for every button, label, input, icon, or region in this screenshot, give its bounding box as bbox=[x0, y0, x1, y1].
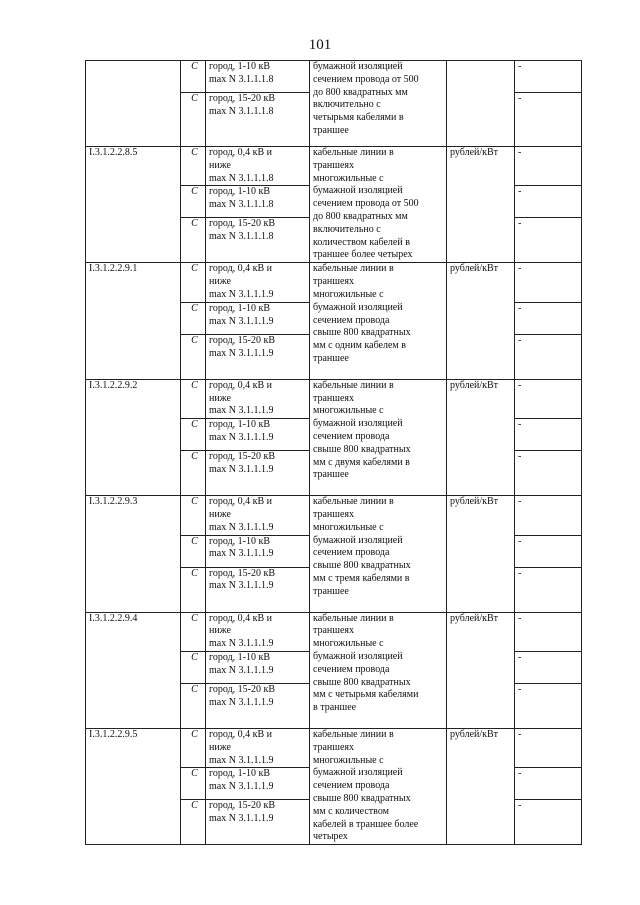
description-line: свыше 800 квадратных bbox=[313, 676, 411, 688]
category-letter-text: C bbox=[191, 419, 198, 431]
category-letter-text: C bbox=[191, 567, 198, 579]
value-text: - bbox=[518, 535, 522, 547]
code-text: I.3.1.2.2.8.5 bbox=[89, 147, 138, 158]
value-cell bbox=[515, 496, 582, 535]
value-text: - bbox=[518, 263, 522, 275]
description-line: бумажной изоляцией bbox=[313, 61, 403, 72]
table-row bbox=[86, 496, 582, 535]
description-line: сечением провода bbox=[313, 430, 390, 442]
condition-line: город, 15-20 кВ bbox=[209, 93, 276, 104]
condition-line: max N 3.1.1.1.9 bbox=[209, 315, 274, 327]
code-text: I.3.1.2.2.9.1 bbox=[89, 263, 138, 275]
value-text: - bbox=[518, 728, 522, 740]
unit-text: рублей/кВт bbox=[450, 263, 499, 275]
description-line: траншеях bbox=[313, 625, 355, 637]
code-text: I.3.1.2.2.9.3 bbox=[89, 496, 138, 508]
category-letter-text: C bbox=[191, 496, 198, 508]
condition-line: город, 0,4 кВ и bbox=[209, 379, 273, 391]
table-row bbox=[86, 379, 582, 418]
category-letter-text: C bbox=[191, 728, 198, 740]
description-line: кабельные линии в bbox=[313, 728, 394, 740]
value-cell bbox=[515, 800, 582, 845]
condition-line: город, 0,4 кВ и bbox=[209, 147, 273, 158]
condition-line: город, 1-10 кВ bbox=[209, 419, 271, 431]
unit-cell bbox=[447, 147, 515, 263]
value-text: - bbox=[518, 683, 522, 695]
value-text: - bbox=[518, 800, 522, 812]
category-letter-text: C bbox=[191, 147, 198, 158]
category-letter bbox=[181, 612, 206, 651]
category-letter-text: C bbox=[191, 451, 198, 463]
category-letter bbox=[181, 728, 206, 767]
value-text: - bbox=[518, 379, 522, 391]
value-text: - bbox=[518, 419, 522, 431]
category-letter-text: C bbox=[191, 768, 198, 780]
condition-line: ниже bbox=[209, 741, 231, 753]
value-text: - bbox=[518, 567, 522, 579]
code-text: I.3.1.2.2.9.5 bbox=[89, 728, 138, 740]
value-cell bbox=[515, 218, 582, 263]
value-text: - bbox=[518, 334, 522, 346]
condition-line: город, 1-10 кВ bbox=[209, 535, 271, 547]
value-cell bbox=[515, 768, 582, 800]
description-line: свыше 800 квадратных bbox=[313, 560, 411, 572]
description-line: свыше 800 квадратных bbox=[313, 327, 411, 339]
value-text: - bbox=[518, 496, 522, 508]
condition-line: max N 3.1.1.1.9 bbox=[209, 813, 274, 825]
description-line: кабельные линии в bbox=[313, 379, 394, 391]
description-line: сечением провода от 500 bbox=[313, 198, 419, 210]
category-letter-text: C bbox=[191, 800, 198, 812]
value-cell bbox=[515, 61, 582, 93]
description-line: до 800 квадратных мм bbox=[313, 86, 408, 98]
category-letter-text: C bbox=[191, 93, 198, 104]
description-line: бумажной изоляцией bbox=[313, 767, 403, 779]
category-letter bbox=[181, 93, 206, 147]
description-line: мм с тремя кабелями в bbox=[313, 572, 410, 584]
description-line: свыше 800 квадратных bbox=[313, 792, 411, 804]
description-line: бумажной изоляцией bbox=[313, 534, 403, 546]
unit-cell bbox=[447, 61, 515, 147]
condition-line: max N 3.1.1.1.9 bbox=[209, 463, 274, 475]
description-line: траншее bbox=[313, 124, 349, 136]
description-cell bbox=[310, 728, 447, 844]
description-line: кабельные линии в bbox=[313, 496, 394, 508]
unit-text: рублей/кВт bbox=[450, 496, 499, 508]
condition-line: max N 3.1.1.1.9 bbox=[209, 548, 274, 560]
condition-cell bbox=[206, 263, 310, 302]
unit-cell bbox=[447, 612, 515, 728]
condition-line: город, 1-10 кВ bbox=[209, 768, 271, 780]
condition-line: город, 15-20 кВ bbox=[209, 800, 276, 812]
value-cell bbox=[515, 683, 582, 728]
condition-cell bbox=[206, 535, 310, 567]
condition-cell bbox=[206, 567, 310, 612]
value-cell bbox=[515, 728, 582, 767]
condition-line: max N 3.1.1.1.9 bbox=[209, 431, 274, 443]
tariff-table bbox=[85, 60, 582, 845]
value-cell bbox=[515, 379, 582, 418]
code-cell bbox=[86, 379, 181, 495]
category-letter-text: C bbox=[191, 218, 198, 230]
value-text: - bbox=[518, 186, 522, 198]
description-line: мм с двумя кабелями в bbox=[313, 456, 410, 468]
unit-text: рублей/кВт bbox=[450, 728, 499, 740]
condition-cell bbox=[206, 728, 310, 767]
condition-line: город, 1-10 кВ bbox=[209, 186, 271, 198]
value-text: - bbox=[518, 651, 522, 663]
condition-cell bbox=[206, 61, 310, 93]
description-line: бумажной изоляцией bbox=[313, 650, 403, 662]
description-line: многожильные с bbox=[313, 638, 384, 650]
condition-line: ниже bbox=[209, 625, 231, 637]
description-line: включительно с bbox=[313, 223, 381, 235]
description-line: траншеях bbox=[313, 159, 355, 171]
value-text: - bbox=[518, 768, 522, 780]
value-cell bbox=[515, 334, 582, 379]
condition-cell bbox=[206, 800, 310, 845]
condition-line: max N 3.1.1.1.8 bbox=[209, 199, 274, 211]
condition-cell bbox=[206, 612, 310, 651]
condition-cell bbox=[206, 93, 310, 147]
value-cell bbox=[515, 147, 582, 186]
code-cell bbox=[86, 612, 181, 728]
category-letter bbox=[181, 147, 206, 186]
value-cell bbox=[515, 535, 582, 567]
condition-line: max N 3.1.1.1.9 bbox=[209, 781, 274, 793]
condition-line: max N 3.1.1.1.8 bbox=[209, 73, 274, 85]
category-letter bbox=[181, 302, 206, 334]
category-letter-text: C bbox=[191, 302, 198, 314]
condition-line: город, 15-20 кВ bbox=[209, 451, 276, 463]
category-letter-text: C bbox=[191, 683, 198, 695]
description-line: сечением провода от 500 bbox=[313, 73, 419, 85]
description-line: четырьмя кабелями в bbox=[313, 112, 404, 124]
description-line: до 800 квадратных мм bbox=[313, 210, 408, 222]
description-line: мм с четырьмя кабелями bbox=[313, 689, 419, 701]
category-letter bbox=[181, 379, 206, 418]
condition-cell bbox=[206, 683, 310, 728]
value-text: - bbox=[518, 451, 522, 463]
description-line: многожильные с bbox=[313, 288, 384, 300]
description-line: траншее более четырех bbox=[313, 249, 413, 261]
description-line: свыше 800 квадратных bbox=[313, 443, 411, 455]
category-letter-text: C bbox=[191, 186, 198, 198]
condition-cell bbox=[206, 334, 310, 379]
value-text: - bbox=[518, 302, 522, 314]
description-cell bbox=[310, 61, 447, 147]
table-row bbox=[86, 61, 582, 93]
category-letter bbox=[181, 334, 206, 379]
description-cell bbox=[310, 496, 447, 612]
condition-line: город, 0,4 кВ и bbox=[209, 496, 273, 508]
unit-cell bbox=[447, 728, 515, 844]
description-line: кабельные линии в bbox=[313, 147, 394, 158]
condition-line: город, 1-10 кВ bbox=[209, 302, 271, 314]
condition-cell bbox=[206, 147, 310, 186]
category-letter bbox=[181, 496, 206, 535]
table-row bbox=[86, 263, 582, 302]
condition-line: max N 3.1.1.1.8 bbox=[209, 172, 274, 184]
description-line: многожильные с bbox=[313, 521, 384, 533]
condition-cell bbox=[206, 496, 310, 535]
description-line: кабельные линии в bbox=[313, 612, 394, 624]
category-letter bbox=[181, 567, 206, 612]
description-line: многожильные с bbox=[313, 405, 384, 417]
description-line: траншеях bbox=[313, 276, 355, 288]
value-text: - bbox=[518, 612, 522, 624]
description-cell bbox=[310, 147, 447, 263]
condition-line: город, 0,4 кВ и bbox=[209, 612, 273, 624]
category-letter bbox=[181, 451, 206, 496]
description-cell bbox=[310, 263, 447, 379]
description-line: мм с количеством bbox=[313, 805, 389, 817]
condition-cell bbox=[206, 302, 310, 334]
condition-line: ниже bbox=[209, 159, 231, 171]
description-line: мм с одним кабелем в bbox=[313, 340, 406, 352]
category-letter-text: C bbox=[191, 612, 198, 624]
condition-cell bbox=[206, 419, 310, 451]
code-cell bbox=[86, 728, 181, 844]
category-letter-text: C bbox=[191, 334, 198, 346]
unit-cell bbox=[447, 496, 515, 612]
unit-cell bbox=[447, 263, 515, 379]
description-line: траншее bbox=[313, 585, 349, 597]
category-letter bbox=[181, 683, 206, 728]
category-letter bbox=[181, 186, 206, 218]
condition-line: max N 3.1.1.1.9 bbox=[209, 754, 274, 766]
description-line: сечением провода bbox=[313, 663, 390, 675]
condition-line: max N 3.1.1.1.9 bbox=[209, 521, 274, 533]
description-line: сечением провода bbox=[313, 314, 390, 326]
description-line: траншее bbox=[313, 469, 349, 481]
value-cell bbox=[515, 302, 582, 334]
description-line: бумажной изоляцией bbox=[313, 418, 403, 430]
condition-line: город, 1-10 кВ bbox=[209, 651, 271, 663]
code-text: I.3.1.2.2.9.2 bbox=[89, 379, 138, 391]
condition-line: ниже bbox=[209, 508, 231, 520]
value-cell bbox=[515, 93, 582, 147]
description-line: бумажной изоляцией bbox=[313, 185, 403, 197]
value-cell bbox=[515, 419, 582, 451]
condition-line: город, 15-20 кВ bbox=[209, 218, 276, 230]
condition-cell bbox=[206, 218, 310, 263]
description-line: бумажной изоляцией bbox=[313, 301, 403, 313]
value-text: - bbox=[518, 218, 522, 230]
value-cell bbox=[515, 451, 582, 496]
description-cell bbox=[310, 612, 447, 728]
value-cell bbox=[515, 567, 582, 612]
description-line: сечением провода bbox=[313, 780, 390, 792]
value-cell bbox=[515, 186, 582, 218]
description-line: многожильные с bbox=[313, 172, 384, 184]
category-letter bbox=[181, 651, 206, 683]
description-line: сечением провода bbox=[313, 547, 390, 559]
category-letter bbox=[181, 800, 206, 845]
condition-line: город, 0,4 кВ и bbox=[209, 728, 273, 740]
condition-line: город, 1-10 кВ bbox=[209, 61, 271, 72]
code-cell bbox=[86, 61, 181, 147]
table-row bbox=[86, 612, 582, 651]
condition-line: город, 0,4 кВ и bbox=[209, 263, 273, 275]
condition-line: max N 3.1.1.1.9 bbox=[209, 580, 274, 592]
page-number: 101 bbox=[308, 37, 332, 53]
value-text: - bbox=[518, 93, 522, 104]
description-line: включительно с bbox=[313, 99, 381, 111]
condition-line: max N 3.1.1.1.9 bbox=[209, 638, 274, 650]
description-cell bbox=[310, 379, 447, 495]
description-line: количеством кабелей в bbox=[313, 236, 410, 248]
category-letter bbox=[181, 61, 206, 93]
unit-text: рублей/кВт bbox=[450, 379, 499, 391]
description-line: в траншее bbox=[313, 702, 357, 714]
condition-cell bbox=[206, 651, 310, 683]
description-line: траншеях bbox=[313, 508, 355, 520]
category-letter-text: C bbox=[191, 535, 198, 547]
category-letter bbox=[181, 263, 206, 302]
condition-line: max N 3.1.1.1.9 bbox=[209, 664, 274, 676]
description-line: четырех bbox=[313, 831, 348, 843]
category-letter bbox=[181, 419, 206, 451]
condition-line: max N 3.1.1.1.9 bbox=[209, 696, 274, 708]
table-row bbox=[86, 728, 582, 767]
category-letter-text: C bbox=[191, 263, 198, 275]
category-letter-text: C bbox=[191, 379, 198, 391]
condition-line: город, 15-20 кВ bbox=[209, 334, 276, 346]
code-cell bbox=[86, 263, 181, 379]
value-cell bbox=[515, 651, 582, 683]
description-line: траншее bbox=[313, 352, 349, 364]
table-row bbox=[86, 147, 582, 186]
description-line: траншеях bbox=[313, 392, 355, 404]
description-line: кабельные линии в bbox=[313, 263, 394, 275]
value-cell bbox=[515, 612, 582, 651]
condition-line: город, 15-20 кВ bbox=[209, 567, 276, 579]
category-letter-text: C bbox=[191, 651, 198, 663]
condition-line: город, 15-20 кВ bbox=[209, 683, 276, 695]
value-text: - bbox=[518, 147, 522, 158]
condition-cell bbox=[206, 451, 310, 496]
unit-text: рублей/кВт bbox=[450, 612, 499, 624]
condition-cell bbox=[206, 379, 310, 418]
condition-line: max N 3.1.1.1.9 bbox=[209, 405, 274, 417]
condition-cell bbox=[206, 768, 310, 800]
description-line: траншеях bbox=[313, 741, 355, 753]
condition-line: ниже bbox=[209, 392, 231, 404]
category-letter bbox=[181, 535, 206, 567]
category-letter bbox=[181, 218, 206, 263]
condition-line: max N 3.1.1.1.9 bbox=[209, 347, 274, 359]
description-line: многожильные с bbox=[313, 754, 384, 766]
code-text: I.3.1.2.2.9.4 bbox=[89, 612, 138, 624]
condition-cell bbox=[206, 186, 310, 218]
category-letter bbox=[181, 768, 206, 800]
value-cell bbox=[515, 263, 582, 302]
condition-line: max N 3.1.1.1.8 bbox=[209, 105, 274, 117]
code-cell bbox=[86, 496, 181, 612]
value-text: - bbox=[518, 61, 522, 72]
code-cell bbox=[86, 147, 181, 263]
description-line: кабелей в траншее более bbox=[313, 818, 419, 830]
unit-cell bbox=[447, 379, 515, 495]
unit-text: рублей/кВт bbox=[450, 147, 499, 158]
condition-line: max N 3.1.1.1.9 bbox=[209, 288, 274, 300]
condition-line: max N 3.1.1.1.8 bbox=[209, 231, 274, 243]
condition-line: ниже bbox=[209, 276, 231, 288]
category-letter-text: C bbox=[191, 61, 198, 72]
